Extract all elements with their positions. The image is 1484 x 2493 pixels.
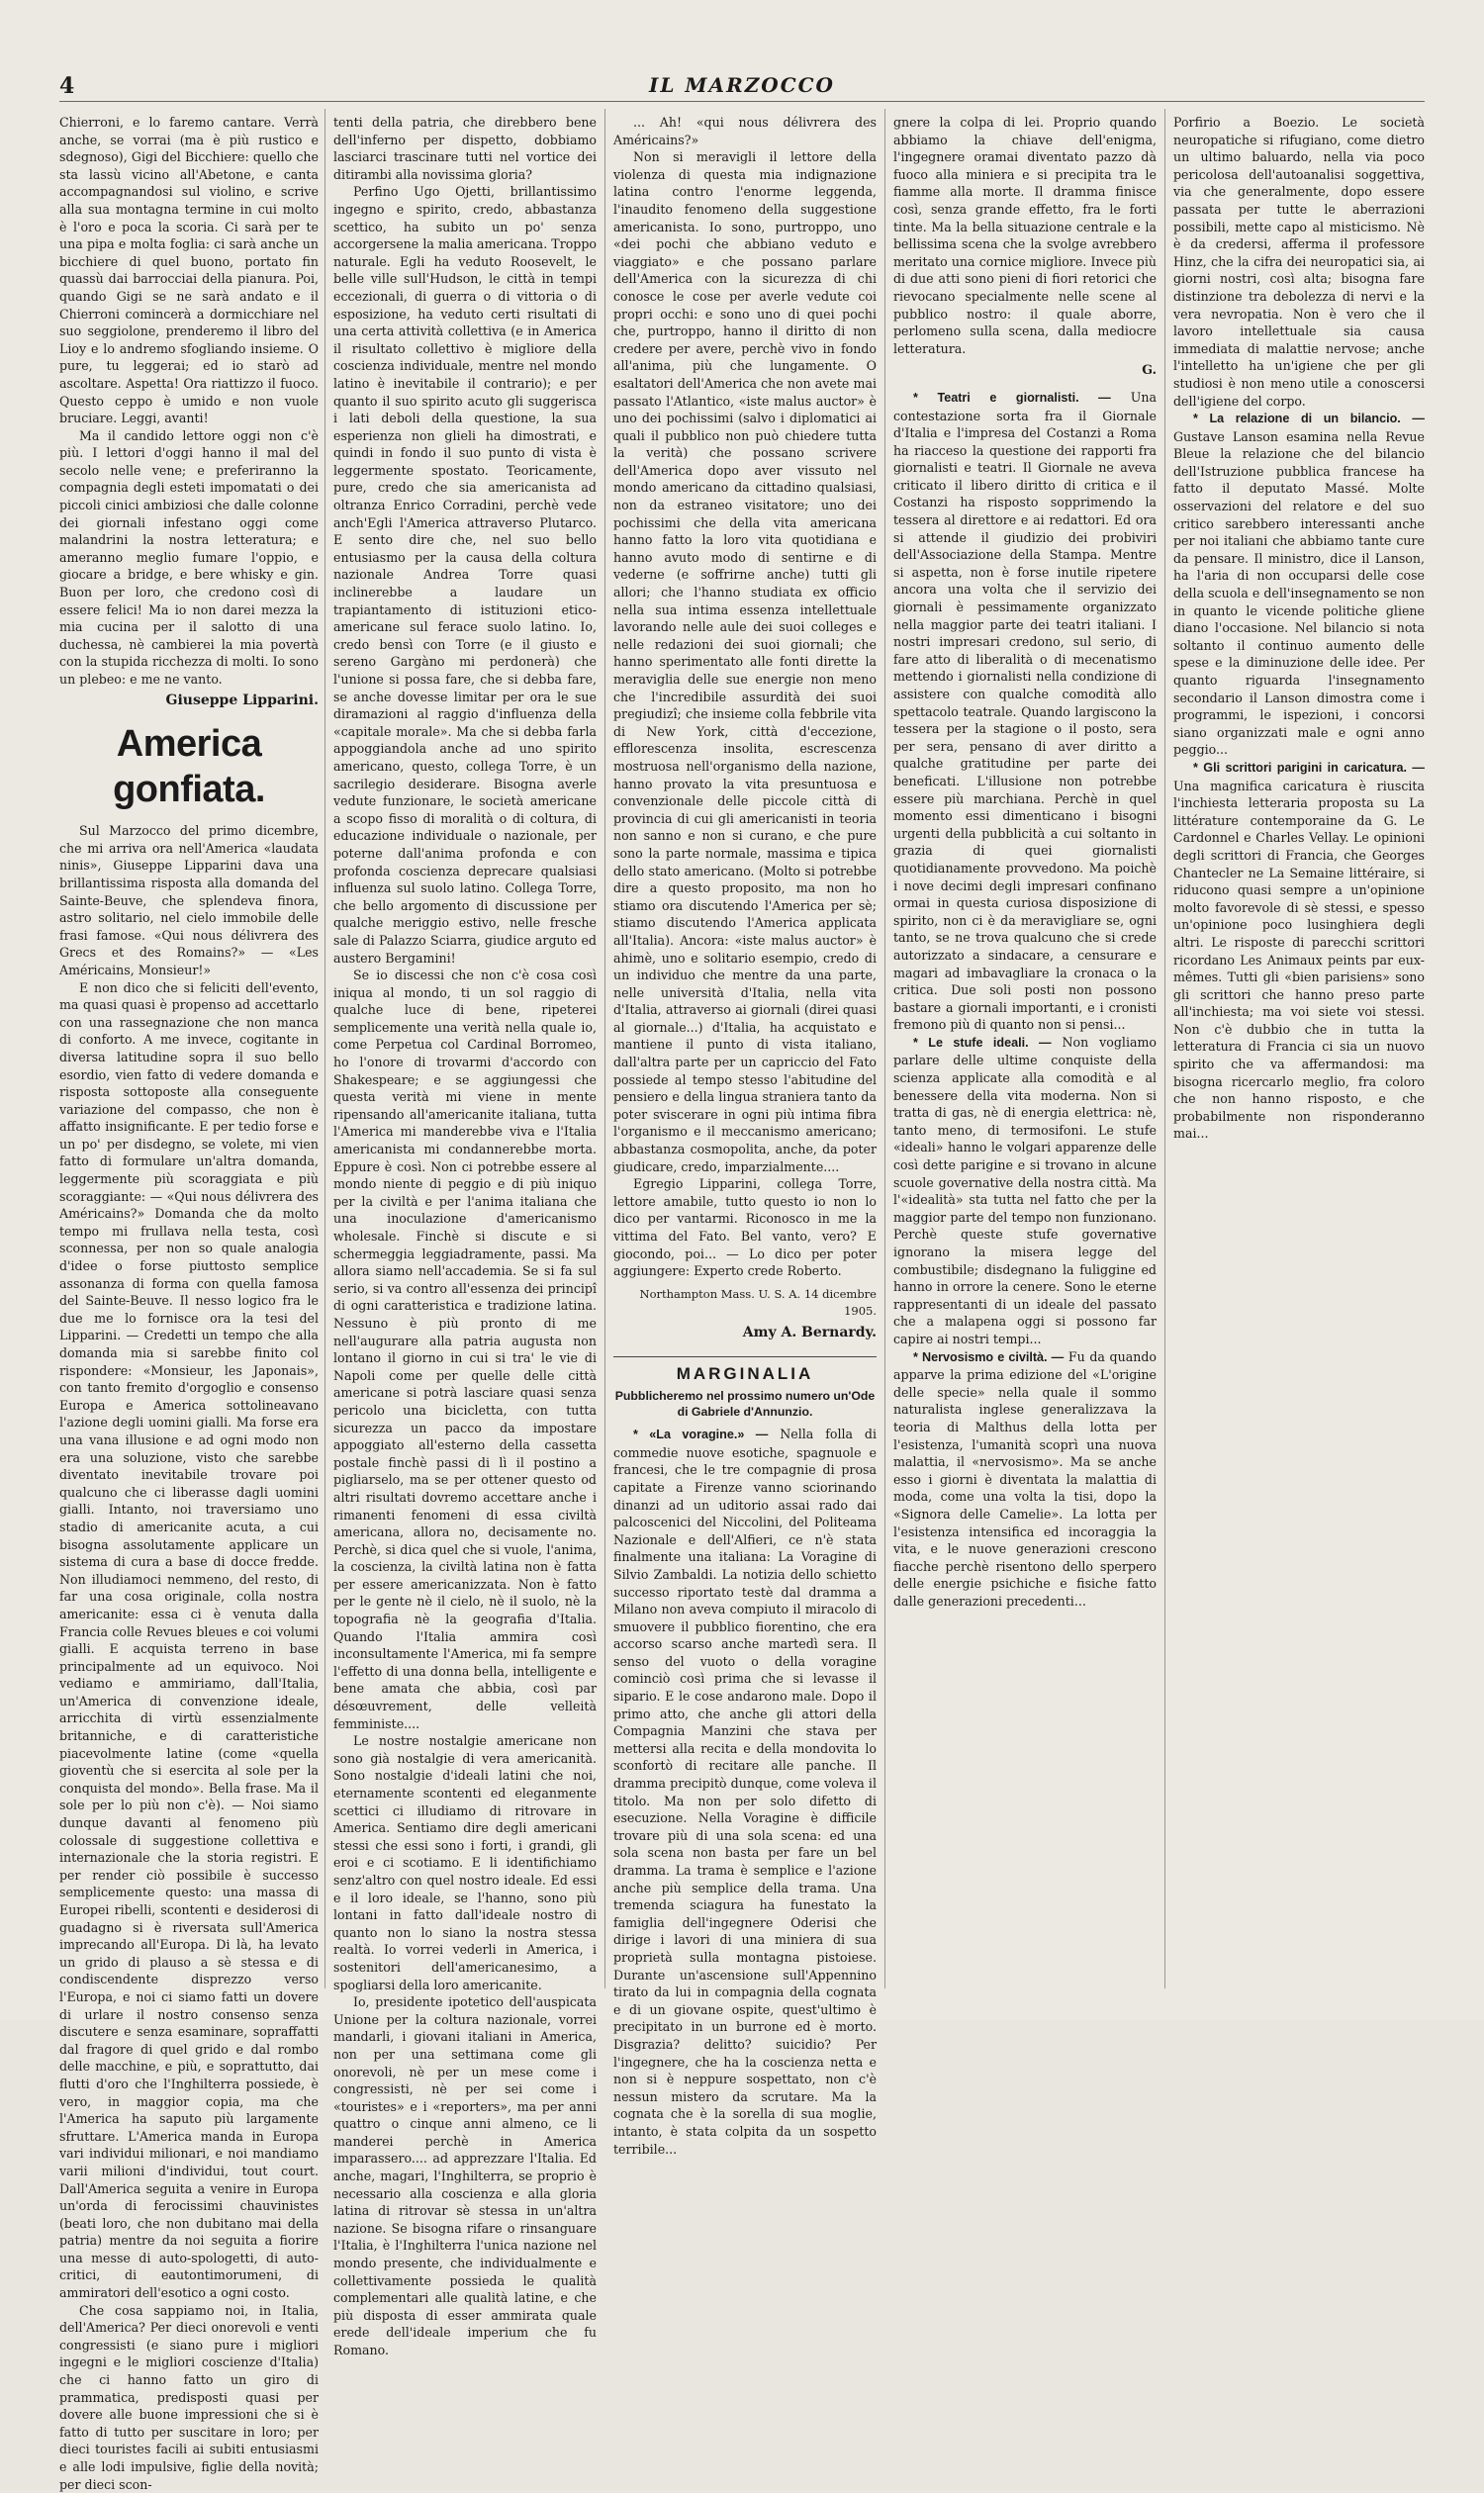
- column-5: [1173, 114, 1425, 1988]
- column-1: [59, 114, 319, 2492]
- author-signature: Amy A. Bernardy.: [742, 1324, 877, 1340]
- item-heading: * Nervosismo e civiltà. —: [913, 1349, 1065, 1364]
- item-heading: * Le stufe ideali. —: [913, 1035, 1052, 1050]
- item-heading: * «La voragine.» —: [633, 1428, 769, 1442]
- paragraph: Non si meravigli il lettore della violenza di questa mia indignazione latina contro l'enorme leggenda, l'inaudito fenomeno della suggestione americanista. Io sono, purtroppo, uno «dei pochi che abbiano veduto e viaggiato» e che possano parlare dell'America con la sicurezza di chi conosce le cose per averle vedute coi propri occhi: e sono uno di quei pochi che, purtroppo, hanno il diritto di non credere per avere, perchè vivo in fondo all'anima, più che lungamente. O esaltatori dell'America che non avete mai passato l'Atlantico, «iste malus auctor» è uno dei pochissimi (salvo i diplomatici ai quali il pubblico non può chiedere tutta la verità) che possano scrivere dell'America dopo aver vissuto nel mondo americano da cittadino qualsiasi, non da estraneo visitatore; uno dei pochissimi che della vita americana hanno fatto la loro vita quotidiana e hanno avuto modo di sentirne e di vederne (e soffrirne anche) tutti gli allori; che l'hanno studiata ex officio nella sua intima essenza intellettuale lavorando nelle aule dei suoi colleges e nelle redazioni dei suoi giornali; che hanno sperimentato alle fonti dirette la meraviglia delle sue energie non meno che l'incredibile assurdità dei suoi pregiudizî; che insieme colla febbrile vita di New York, città d'eccezione, efflorescenza insolita, escrescenza mostruosa nell'organismo della nazione, hanno provato la vita presuntuosa e convenzionale delle piccole città di provincia di cui gli americanisti in teoria non sanno e non si curano, e che pure sono la parte normale, massima e tipica dello stato americano. (Molto si potrebbe dire a questo proposito, ma non ho stiamo ora discutendo l'America per sè; stiamo discutendo l'America applicata all'Italia). Ancora: «iste malus auctor» è ahimè, uno e solitario esempio, credo di un individuo che mentre da una parte, nelle università d'Italia, nella vita d'Italia, attraverso ai giornali (direi quasi al giornale...) d'Italia, ha acquistato e mantiene il punto di vista italiano, dall'altra parte per un capriccio del Fato possiede al tempo stesso l'abitudine del pensiero e della lingua straniera tanto da poter sviscerare in ogni più intima fibra l'organismo e il meccanismo americano; abbastanza cosmopolita, anche, da poter giudicare, credo, imparzialmente....: [613, 149, 877, 1174]
- item-heading: * La relazione di un bilancio. —: [1193, 412, 1425, 426]
- page-header: [59, 61, 1425, 102]
- item-text: Gustave Lanson esamina nella Revue Bleue la relazione che del bilancio dell'Istruzione pubblica francese ha fatto il deputato Massé. Molte osservazioni del relatore e del suo critico sarebbero interessanti anche per noi italiani che abbiamo tante cure da pensare. Il ministro, dice il Lanson, ha l'aria di non occuparsi delle cose della scuola e dell'insegnamento se non in quanto le vicende politiche gliene diano l'occasione. Nel bilancio si nota soltanto il continuo aumento delle spese e la diminuzione delle idee. Per quanto riguarda l'insegnamento secondario il Lanson dimostra come i programmi, le ispezioni, i concorsi siano organizzati male e ogni anno peggio...: [1173, 428, 1425, 758]
- paragraph: [1173, 759, 1425, 1143]
- paragraph: [1173, 410, 1425, 759]
- author-signature: G.: [1142, 362, 1157, 378]
- paragraph: Porfirio a Boezio. Le società neuropatiche si rifugiano, come dietro un ultimo baluardo, nella via poco pericolosa dell'autoanalisi soggettiva, via che generalmente, dopo essere passata per tutte le aberrazioni possibili, mette capo al misticismo. Nè è da credersi, afferma il professore Hinz, che la cifra dei neuropatici sia, ai giorni nostri, così alta; bisogna fare distinzione tra debolezza di nervi e la vera nevropatia. Non è vero che il lavoro intellettuale sia causa immediata di malattie nervose; anche l'intelletto ha un'igiene che per gli studiosi è non meno utile a conoscersi dell'igiene del corpo.: [1173, 115, 1425, 409]
- section-title: MARGINALIA: [613, 1356, 877, 1383]
- paragraph: Perfino Ugo Ojetti, brillantissimo ingegno e spirito, credo, abbastanza scettico, ha subito un po' senza accorgersene la malia americana. Troppo naturale. Egli ha veduto Roosevelt, le belle ville sull'Hudson, le città in tempi eccezionali, di guerra o di vittoria o di esposizione, ha veduto certi risultati di una certa attività collettiva (e in America il risultato collettivo è migliore della coscienza individuale, mentre nel mondo latino è inevitabile il contrario); e per quanto il suo spirito acuto gli suggerisca i lati deboli della questione, la sua esperienza non glieli ha dimostrati, e quindi in fondo il suo punto di vista è leggermente spostato. Teoricamente, pure, credo che sia americanista ad oltranza Enrico Corradini, perchè vede anch'Egli l'America attraverso Plutarco. E sento dire che, nel suo bello entusiasmo per la causa della coltura nazionale Andrea Torre quasi inclinerebbe a laudare un trapiantamento di istituzioni etico-americane sul ferace suolo latino. Io, credo bensì con Torre (e il giusto e sereno Gargàno mi perdonerà) che l'unione si possa fare, che si debba fare, se anche dovesse limitar per ora le sue diramazioni al raggio d'influenza della «capitale morale». Ma che si debba farla appoggiandola anche ad uno spirito americano, questo, collega Torre, è un sacrilegio desiderare. Bisogna averle vedute funzionare, le società americane a scopo fisso di moralità o di coltura, di educazione individuale o nazionale, per poterne dall'anima profonda e con profonda coscienza deprecare qualsiasi influenza sul suolo latino. Collega Torre, che bello argomento di discussione per qualche meriggio estivo, nelle fresche sale di Palazzo Sciarra, giudice arguto ed austero Bergamini!: [333, 184, 597, 966]
- paragraph: ... Ah! «qui nous délivrera des Américains?»: [613, 115, 877, 147]
- column-rule: [884, 109, 885, 1988]
- item-text: Fu da quando apparve la prima edizione del «L'origine delle specie» nella quale il sommo naturalista inglese generalizzava la teoria di Malthus della lotta per l'esistenza, l'umanità scoprì una nuova malattia, il «nervosismo». Ma se anche esso i giorni è diventata la malattia di moda, come una volta la tisi, dopo la «Signora delle Camelie». La lotta per l'esistenza intensifica ed incoraggia la vita, e le nuove generazioni crescono fiacche perchè risentono dello sperpero delle energie psichiche e fisiche fatto dalle generazioni precedenti...: [893, 1348, 1157, 1609]
- paragraph: [893, 1348, 1157, 1611]
- dateline: Northampton Mass. U. S. A. 14 dicembre 1905.: [639, 1286, 877, 1319]
- page-number: 4: [59, 73, 75, 99]
- paragraph: Io, presidente ipotetico dell'auspicata Unione per la coltura nazionale, vorrei mandarli, i giovani italiani in America, non per una settimana come gli onorevoli, nè per un mese come i congressisti, nè per sei come i «touristes» e i «reporters», ma per anni quattro o cinque anni almeno, ce li manderei perchè in America imparassero.... ad apprezzare l'Italia. Ed anche, magari, l'Inghilterra, se proprio è necessario alla coscienza e alla gloria latina di ritrovar sè stessa in un'altra nazione. Se bisogna rifare o rinsanguare l'Italia, è l'Inghilterra l'unica nazione nel mondo presente, che individualmente e collettivamente possieda le qualità complementari alle qualità latine, e che più disposta di esser ammirata quale erede dell'ideale imperium che fu Romano.: [333, 1994, 597, 2357]
- paragraph: Egregio Lipparini, collega Torre, lettore amabile, tutto questo io non lo dico per vantarmi. Riconosco in me la vittima del Fato. Bel vanto, vero? E giocondo, poi... — Lo dico per poter aggiungere: Experto crede Roberto.: [613, 1176, 877, 1279]
- notice: Pubblicheremo nel prossimo numero un'Ode di Gabriele d'Annunzio.: [614, 1389, 876, 1420]
- paragraph: Chierroni, e lo faremo cantare. Verrà anche, se vorrai (ma è più rustico e sdegnoso), Gigi del Bicchiere: quello che sta lassù vicino all'Abetone, e canta accompagnandosi sul violino, e scrive alla sua montagna termine in cui molto è l'oro e poca la scoria. Ci sarà per te una pipa e molta foglia: ci sarà anche un bicchiere di quel buono, portato fin quassù dai barrocciai della pianura. Poi, quando Gigi se ne sarà andato e il Chierroni comincerà a dormicchiare nel suo seggiolone, prenderemo il libro del Lioy e lo andremo sfogliando insieme. O pure, tu leggerai; ed io starò ad ascoltare. Aspetta! Ora riattizzo il fuoco. Questo ceppo è umido e non vuole bruciare. Leggi, avanti!: [59, 115, 319, 426]
- item-heading: * Gli scrittori parigini in caricatura. —: [1193, 760, 1425, 775]
- paragraph: Le nostre nostalgie americane non sono già nostalgie di vera americanità. Sono nostalgie d'ideali latini che noi, eternamente scontenti ed eleganmente scettici ci illudiamo di ritrovare in America. Sentiamo dire degli americani stessi che essi sono i forti, i grandi, gli eroi e ci scotiamo. E li identifichiamo senz'altro con quel nostro ideale. Ed essi e il loro ideale, se l'hanno, sono più lontani in fatto dall'ideale nostro di quanto non lo siano la nostra stessa realtà. Io vorrei vederli in America, i sostenitori dell'americanesimo, a spogliarsi della loro americanite.: [333, 1733, 597, 1992]
- item-heading: * Teatri e giornalisti. —: [913, 390, 1111, 405]
- column-3: [613, 114, 877, 2157]
- masthead-title: IL MARZOCCO: [649, 73, 835, 97]
- article-title: America gonfiata.: [113, 723, 265, 811]
- paragraph: [893, 389, 1157, 1034]
- paragraph: E non dico che si feliciti dell'evento, ma quasi quasi è propenso ad accettarlo con una rassegnazione che non manca di conforto. A me invece, cogitante in diversa latitudine sopra il suo bello esordio, vien fatto di vedere domanda e risposta sottoposte alla conseguente variazione del compasso, che non è affatto insignificante. E per tedio forse e un po' per disdegno, se volete, mi vien fatto di formulare un'altra domanda, leggermente più scoraggiata e più scoraggiante: — «Qui nous délivrera des Américains?» Domanda che da molto tempo mi frullava nella testa, così sconnessa, per non so quale analogia d'idee o forse piuttosto semplice assonanza di forma con quella famosa del Sainte-Beuve. Il nesso logico fra le due me lo fornisce ora la tesi del Lipparini. — Credetti un tempo che alla domanda mia si sarebbe finito col rispondere: «Monsieur, les Japonais», con tanto fremito d'orgoglio e consenso Europa e America sottolineavano l'azione degli uomini gialli. Ma forse era una vana illusione e ad ogni modo non era una soluzione, visto che sarebbe diventato inevitabile trovare poi qualcuno che ci liberasse dagli uomini gialli. Intanto, noi traversiamo uno stadio di americanite acuta, a cui bisogna assolutamente applicare un sistema di cura a base di docce fredde. Non illudiamoci nemmeno, del resto, di far una cosa originale, colla nostra americanite: essa ci è venuta dalla Francia colle Revues bleues e coi volumi gialli. E acquista terreno in base principalmente ad un equivoco. Noi vediamo e ammiriamo, dall'Italia, un'America di convenzione ideale, arricchita di virtù essenzialmente britanniche, e di caratteristiche piacevolmente latine (come «quella gioventù che si esercita al sole per la conquista del mondo». Bella frase. Ma il sole per lo più non c'è). — Noi siamo dunque davanti al fenomeno più colossale di suggestione collettiva e internazionale che la storia registri. E per render ciò possibile è successo semplicemente questo: una massa di Europei ribelli, scontenti e desiderosi di guadagno si è riversata sull'America imprecando all'Europa. Di là, ha levato un grido di plauso a sè stessa e di condiscendente disprezzo verso l'Europa, e noi ci siamo fatti un dovere di urlare il nostro consenso senza discutere e senza esaminare, sopraffatti dal fragore di quel grido e dal rombo delle macchine, e più, e soprattutto, dai flutti d'oro che l'Inghilterra possiede, è vero, in maggior copia, ma che l'America ha saputo più largamente sfruttare. L'America manda in Europa vari individui milionari, e noi mandiamo varii milioni d'individui, tout court. Dall'America seguita a venire in Europa un'orda di ferocissimi chauvinistes (beati loro, che non dubitano mai della patria) mentre da noi seguita a fiorire una messe di auto-spologetti, di auto-critici, di eautontimorumeni, di ammiratori dell'esotico a ogni costo.: [59, 979, 319, 2301]
- paragraph: Che cosa sappiamo noi, in Italia, dell'America? Per dieci onorevoli e venti congressisti (e siano pure i migliori ingegni e le migliori coscienze d'Italia) che ci hanno fatto un giro di prammatica, predisposti quasi per dovere alle buone impressioni che si è fatto di tutto per suscitare in loro; per dieci touristes facili ai subiti entusiasmi e alle lodi impulsive, figlie della novità; per dieci scon-: [59, 2302, 319, 2492]
- column-4: [893, 114, 1157, 1988]
- paragraph: [893, 1034, 1157, 1348]
- paragraph: gnere la colpa di lei. Proprio quando abbiamo la chiave dell'enigma, l'ingegnere oramai diventato pazzo dà fuoco alla miniera e si precipita tra le fiamme alla morte. Il dramma finisce così, senza grande effetto, fra le forti tinte. Ma la bella situazione centrale e la bellissima scena che la svolge avrebbero meritato una cornice migliore. Invece più di due atti sono pieni di fiori retorici che rievocano specialmente nelle scene al pubblico nostro: il quale aborre, perlomeno sulla scena, dalla mediocre letteratura.: [893, 115, 1157, 356]
- author-signature: Giuseppe Lipparini.: [165, 692, 319, 708]
- item-text: Non vogliamo parlare delle ultime conquiste della scienza applicate alla comodità e al benessere della vita moderna. Non si tratta di gas, nè di energia elettrica: nè, tanto meno, di termosifoni. Le stufe «ideali» hanno le volgari apparenze delle così dette parigine e si trovano in alcune scuole governative della nostra città. Ma l'«idealità» sta tutta nel fatto che per la maggior parte del tempo non funzionano. Perchè queste stufe governative ignorano la misera legge del combustibile; disdegnano la fuliggine ed hanno in orrore la cenere. Sono le eterne rappresentanti di un ideale del passato che a malapena oggi si possono far capire ai nostri tempi...: [893, 1034, 1157, 1346]
- paragraph: [613, 1426, 877, 2158]
- item-text: Una magnifica caricatura è riuscita l'inchiesta letteraria proposta su La littérature contemporaine da G. Le Cardonnel e Charles Vellay. Le opinioni degli scrittori di Francia, che Georges Chantecler ne La Semaine littéraire, si riducono quasi sempre a un'opinione molto favorevole di sè stessi, e spesso un'opinione poco lusinghiera degli altri. Le risposte di parecchi scrittori ricordano Les Animaux peints par eux-mêmes. Tutti gli «bien parisiens» sono gli scrittori che hanno preso parte all'inchiesta; ma voi siete voi stessi. Non c'è dubbio che in tutta la letteratura di Francia ci sia un nuovo spirito che va affermandosi: ma bisogna ricercarlo meglio, fra coloro che non hanno risposto, e che probabilmente non risponderanno mai...: [1173, 778, 1425, 1142]
- column-rule: [1164, 109, 1165, 1988]
- paragraph: Se io discessi che non c'è cosa così iniqua al mondo, ti un sol raggio di qualche luce di bene, ripeterei semplicemente una verità nella quale io, come Perpetua col Cardinal Borromeo, ho l'onore di trovarmi d'accordo con Shakespeare; e se aggiungessi che questa verità mi viene in mente ripensando all'americanite italiana, tutta l'America mi manderebbe viva e l'Italia americanista mi condannerebbe morta. Eppure è così. Non ci potrebbe essere al mondo niente di peggio e di più iniquo per la civiltà e per l'anima italiana che una inoculazione d'americanismo wholesale. Finchè si discute e si schermeggia leggiadramente, passi. Ma allora siamo nell'accademia. Se si fa sul serio, si va contro all'essenza dei principî di ogni caratteristica e tradizione latina. Nessuno è più pronto di me nell'augurare alla patria augusta non lontano il giorno in cui si tra' le vie di Napoli come per quelle delle città americane si potrà lasciare quasi senza pericolo una bicicletta, con tutta sicurezza un pacco da impostare appoggiato all'esterno della cassetta postale finchè passi di lì il postino a pigliarselo, ma se per ottener questo od altri risultati dovremo accettare anche i rimanenti fenomeni di essa civiltà americana, allora no, decisamente no. Perchè, si dica quel che si vuole, l'anima, la coscienza, la civiltà latina non è fatta per essere americanizzata. Non è fatto per le gente nè il cielo, nè il suolo, nè la topografia nè la geografia d'Italia. Quando l'Italia ammira così inconsultamente l'America, mi fa sempre l'effetto di una donna bella, intelligente e bene amata che abbia, così par désœuvrement, delle velleità femministe....: [333, 968, 597, 1731]
- column-rule: [604, 109, 605, 1988]
- paragraph: Ma il candido lettore oggi non c'è più. I lettori d'oggi hanno il mal del secolo nelle vene; e preferiranno la compagnia degli esteti impomatati o dei piccoli cinici ambiziosi che dalle colonne dei giornali infestano oggi come malandrini la nostra letteratura; e ameranno meglio fumare l'oppio, e giocare a bridge, e bere whisky e gin. Buon per loro, che credono così di essere felici! Ma io non darei mezza la mia cucina per il salotto di una duchessa, nè cambierei la mia povertà con la stupida ricchezza di molti. Io sono un plebeo: e me ne vanto.: [59, 427, 319, 687]
- paragraph: tenti della patria, che direbbero bene dell'inferno per dispetto, dobbiamo lasciarci trascinare tutti nel vortice dei ditirambi alla novissima gloria?: [333, 115, 597, 182]
- item-text: Una contestazione sorta fra il Giornale d'Italia e l'impresa del Costanzi a Roma ha riacceso la questione dei rapporti fra giornalisti e teatri. Il Giornale ne aveva criticato il libero diritto di critica e il Costanzi ha risposto sopprimendo la tessera al direttore e ai redattori. Ed ora si attende il giudizio dei probiviri dell'Associazione della Stampa. Mentre si aspetta, non è forse inutile ripetere ancora una volta che il servizio dei giornali è pessimamente organizzato nella maggior parte dei teatri italiani. I nostri impresari credono, sul serio, di fare atto di liberalità o di mecenatismo mettendo i giornalisti nella condizione di assistere con qualche comodità allo spettacolo teatrale. Quando largiscono la tessera per la stagione o il posto, sera per sera, pensano di aver diritto a qualche gratitudine per parte dei beneficati. L'illusione non potrebbe essere più marchiana. Perchè in quel momento essi dimenticano i bisogni urgenti della pubblicità a cui soltanto in grazia di quei giornalisti quotidianamente provvedono. Ma poichè i nove decimi degli impresari confinano ormai in questa curiosa disposizione di spirito, non ci è da meravigliare se, ogni tanto, se ne trova qualcuno che si crede autorizzato a sindacare, a censurare e magari ad imbavagliare la cronaca o la critica. Due soli posti non possono bastare a giornali importanti, e i cronisti fremono più di quanto non si pensi...: [893, 389, 1158, 1033]
- column-2: [333, 114, 597, 2357]
- item-text: Nella folla di commedie nuove esotiche, spagnuole e francesi, che le tre compagnie di prosa capitate a Firenze vanno sciorinando dinanzi ad un uditorio assai rado dai palcoscenici del Niccolini, del Politeama Nazionale e dell'Alfieri, ce n'è stata finalmente una italiana: La Voragine di Silvio Zambaldi. La notizia dello schietto successo riportato testè dal dramma a Milano non aveva compiuto il miracolo di smuovere il pubblico fiorentino, che era accorso scarso anche martedì sera. Il senso del vuoto o della voragine cominciò così prima che si levasse il sipario. E le cose andarono male. Dopo il primo atto, che anche gli attori della Compagnia Manzini che stava per mettersi alla recita e della mondovita lo sconfortò di recitare alle panche. Il dramma precipitò dunque, come voleva il titolo. Ma non per solo difetto di esecuzione. Nella Voragine è difficile trovare più di una sola scena: ed una sola scena non basta per fare un bel dramma. La trama è semplice e l'azione anche più semplice della trama. Una tremenda sciagura ha funestato la famiglia dell'ingegnere Oderisi che dirige i lavori di una miniera di sua proprietà sulla montagna pistoiese. Durante un'ascensione sull'Appennino tirato da lui in compagnia della cognata e di un giovane ospite, quest'ultimo è precipitato in un burrone ed è morto. Disgrazia? delitto? suicidio? Per l'ingegnere, che ha la coscienza netta e non si è neppure sospettato, non c'è nessun mistero da scrutare. Ma la cognata che è la sorella di sua moglie, intanto, è stata colpita da un sospetto terribile...: [613, 1427, 877, 2157]
- paragraph: Sul Marzocco del primo dicembre, che mi arriva ora nell'America «laudata ninis», Giuseppe Lipparini dava una brillantissima risposta alla domanda del Sainte-Beuve, che splendeva finora, astro solitario, nel cielo immobile delle frasi famose. «Qui nous délivrera des Grecs et des Romains?» — «Les Américains, Monsieur!»: [59, 823, 319, 977]
